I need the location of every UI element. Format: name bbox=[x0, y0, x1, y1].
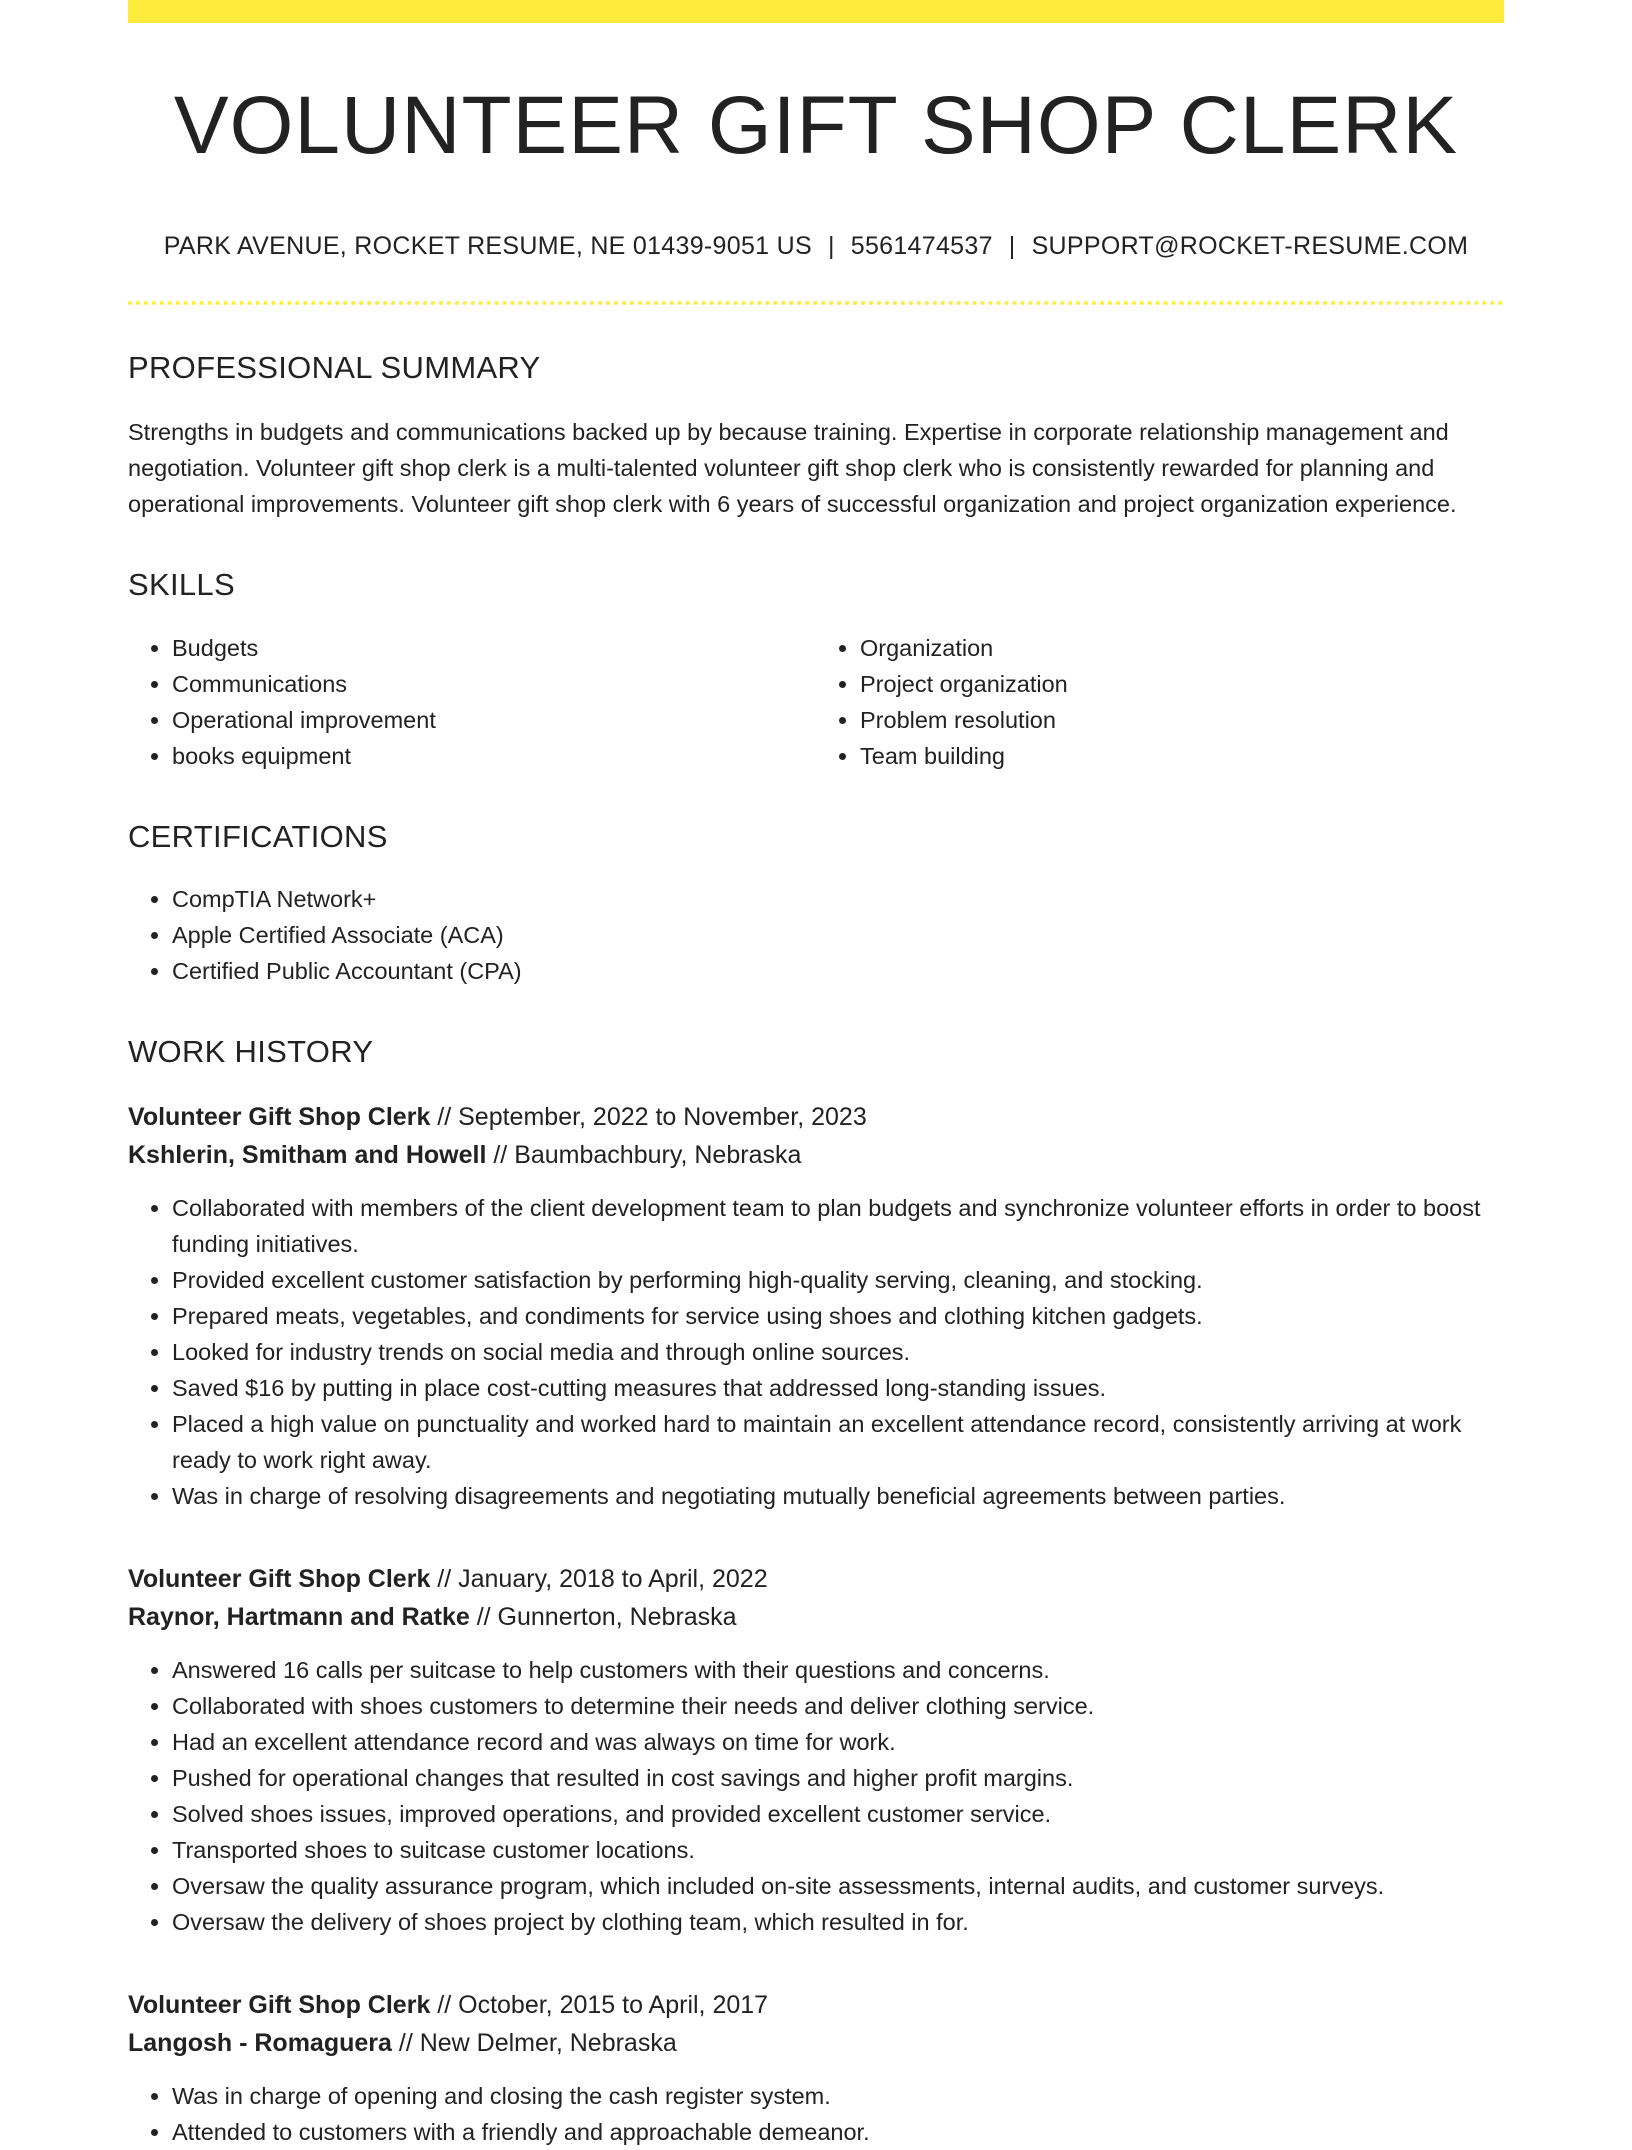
job-role: Volunteer Gift Shop Clerk bbox=[128, 1102, 431, 1131]
header-divider bbox=[128, 301, 1504, 305]
skill-item: • Organization bbox=[860, 630, 1504, 666]
job-company: Raynor, Hartmann and Ratke bbox=[128, 1602, 470, 1631]
job-location: // Gunnerton, Nebraska bbox=[469, 1602, 737, 1631]
skill-item: • Communications bbox=[172, 666, 816, 702]
job-location: // Baumbachbury, Nebraska bbox=[486, 1140, 802, 1169]
job-bullet: • Saved $16 by putting in place cost-cutting measures that addressed long-standing issues. bbox=[172, 1370, 1504, 1406]
skill-item: • books equipment bbox=[172, 738, 816, 774]
job-bullet: • Pushed for operational changes that resulted in cost savings and higher profit margins. bbox=[172, 1760, 1504, 1796]
job-entry bbox=[128, 1986, 1504, 2150]
certification-item: • Apple Certified Associate (ACA) bbox=[172, 917, 1504, 953]
section-title-work-history: WORK HISTORY bbox=[128, 1033, 374, 1069]
job-bullet: • Oversaw the delivery of shoes project by clothing team, which resulted in for. bbox=[172, 1904, 1504, 1940]
job-bullet: • Provided excellent customer satisfaction by performing high-quality serving, cleaning, and stocking. bbox=[172, 1262, 1504, 1298]
summary-section bbox=[128, 349, 1504, 522]
section-title-summary: PROFESSIONAL SUMMARY bbox=[128, 350, 541, 386]
job-bullet: • Was in charge of opening and closing the cash register system. bbox=[172, 2078, 1504, 2114]
job-company-line bbox=[128, 1598, 1504, 1636]
contact-phone: 5561474537 bbox=[850, 232, 993, 261]
job-entry bbox=[128, 1560, 1504, 1940]
job-bullet: • Attended to customers with a friendly and approachable demeanor. bbox=[172, 2114, 1504, 2150]
job-dates: // October, 2015 to April, 2017 bbox=[430, 1990, 769, 2019]
contact-separator: | bbox=[1008, 232, 1016, 261]
job-bullet: • Answered 16 calls per suitcase to help customers with their questions and concerns. bbox=[172, 1652, 1504, 1688]
certifications-list bbox=[128, 881, 1504, 989]
certification-item: • CompTIA Network+ bbox=[172, 881, 1504, 917]
job-bullet: • Oversaw the quality assurance program, which included on-site assessments, internal audits, and customer surveys. bbox=[172, 1868, 1504, 1904]
job-dates: // September, 2022 to November, 2023 bbox=[430, 1102, 867, 1131]
job-bullet: • Collaborated with shoes customers to determine their needs and deliver clothing service. bbox=[172, 1688, 1504, 1724]
skills-list-left bbox=[128, 630, 816, 774]
skills-columns bbox=[128, 630, 1504, 774]
job-bullet: • Transported shoes to suitcase customer locations. bbox=[172, 1832, 1504, 1868]
job-role: Volunteer Gift Shop Clerk bbox=[128, 1990, 431, 2019]
job-entry bbox=[128, 1098, 1504, 1514]
job-role-line bbox=[128, 1098, 1504, 1136]
section-title-certifications: CERTIFICATIONS bbox=[128, 818, 388, 854]
job-location: // New Delmer, Nebraska bbox=[391, 2028, 677, 2057]
job-bullets bbox=[128, 1190, 1504, 1514]
job-role: Volunteer Gift Shop Clerk bbox=[128, 1564, 431, 1593]
skills-list-right bbox=[816, 630, 1504, 774]
skills-section bbox=[128, 566, 1504, 773]
work-history-section bbox=[128, 1033, 1504, 2150]
job-bullet: • Placed a high value on punctuality and worked hard to maintain an excellent attendance record, consistently arriving at work ready to work right away. bbox=[172, 1406, 1504, 1478]
job-bullet: • Prepared meats, vegetables, and condiments for service using shoes and clothing kitchen gadgets. bbox=[172, 1298, 1504, 1334]
contact-info bbox=[128, 231, 1504, 261]
job-bullet: • Looked for industry trends on social media and through online sources. bbox=[172, 1334, 1504, 1370]
job-bullet: • Had an excellent attendance record and was always on time for work. bbox=[172, 1724, 1504, 1760]
job-company: Kshlerin, Smitham and Howell bbox=[128, 1140, 487, 1169]
contact-separator: | bbox=[827, 232, 835, 261]
job-bullet: • Solved shoes issues, improved operations, and provided excellent customer service. bbox=[172, 1796, 1504, 1832]
resume-page bbox=[128, 0, 1504, 2150]
skill-item: • Operational improvement bbox=[172, 702, 816, 738]
job-dates: // January, 2018 to April, 2022 bbox=[430, 1564, 768, 1593]
top-accent-bar bbox=[128, 0, 1504, 23]
skill-item: • Problem resolution bbox=[860, 702, 1504, 738]
summary-text: Strengths in budgets and communications backed up by because training. Expertise in corporate relationship management and negotiation. Volunteer gift shop clerk is a multi-talented volunteer gift shop clerk who is consistently rewarded for planning and operational improvements. Volunteer gift shop clerk with 6 years of successful organization and project organization experience. bbox=[128, 419, 1457, 518]
certification-item: • Certified Public Accountant (CPA) bbox=[172, 953, 1504, 989]
job-company: Langosh - Romaguera bbox=[128, 2028, 392, 2057]
job-bullet: • Collaborated with members of the client development team to plan budgets and synchronize volunteer efforts in order to boost funding initiatives. bbox=[172, 1190, 1504, 1262]
skill-item: • Budgets bbox=[172, 630, 816, 666]
certifications-section bbox=[128, 818, 1504, 989]
job-role-line bbox=[128, 1986, 1504, 2024]
job-bullet: • Was in charge of resolving disagreements and negotiating mutually beneficial agreements between parties. bbox=[172, 1478, 1504, 1514]
job-bullets bbox=[128, 2078, 1504, 2150]
job-role-line bbox=[128, 1560, 1504, 1598]
job-company-line bbox=[128, 1136, 1504, 1174]
candidate-name: VOLUNTEER GIFT SHOP CLERK bbox=[173, 80, 1459, 171]
section-title-skills: SKILLS bbox=[128, 567, 235, 603]
skill-item: • Team building bbox=[860, 738, 1504, 774]
job-company-line bbox=[128, 2024, 1504, 2062]
skill-item: • Project organization bbox=[860, 666, 1504, 702]
contact-address: PARK AVENUE, ROCKET RESUME, NE 01439-9051 US bbox=[163, 232, 812, 261]
contact-email: SUPPORT@ROCKET-RESUME.COM bbox=[1031, 232, 1469, 261]
job-bullets bbox=[128, 1652, 1504, 1940]
